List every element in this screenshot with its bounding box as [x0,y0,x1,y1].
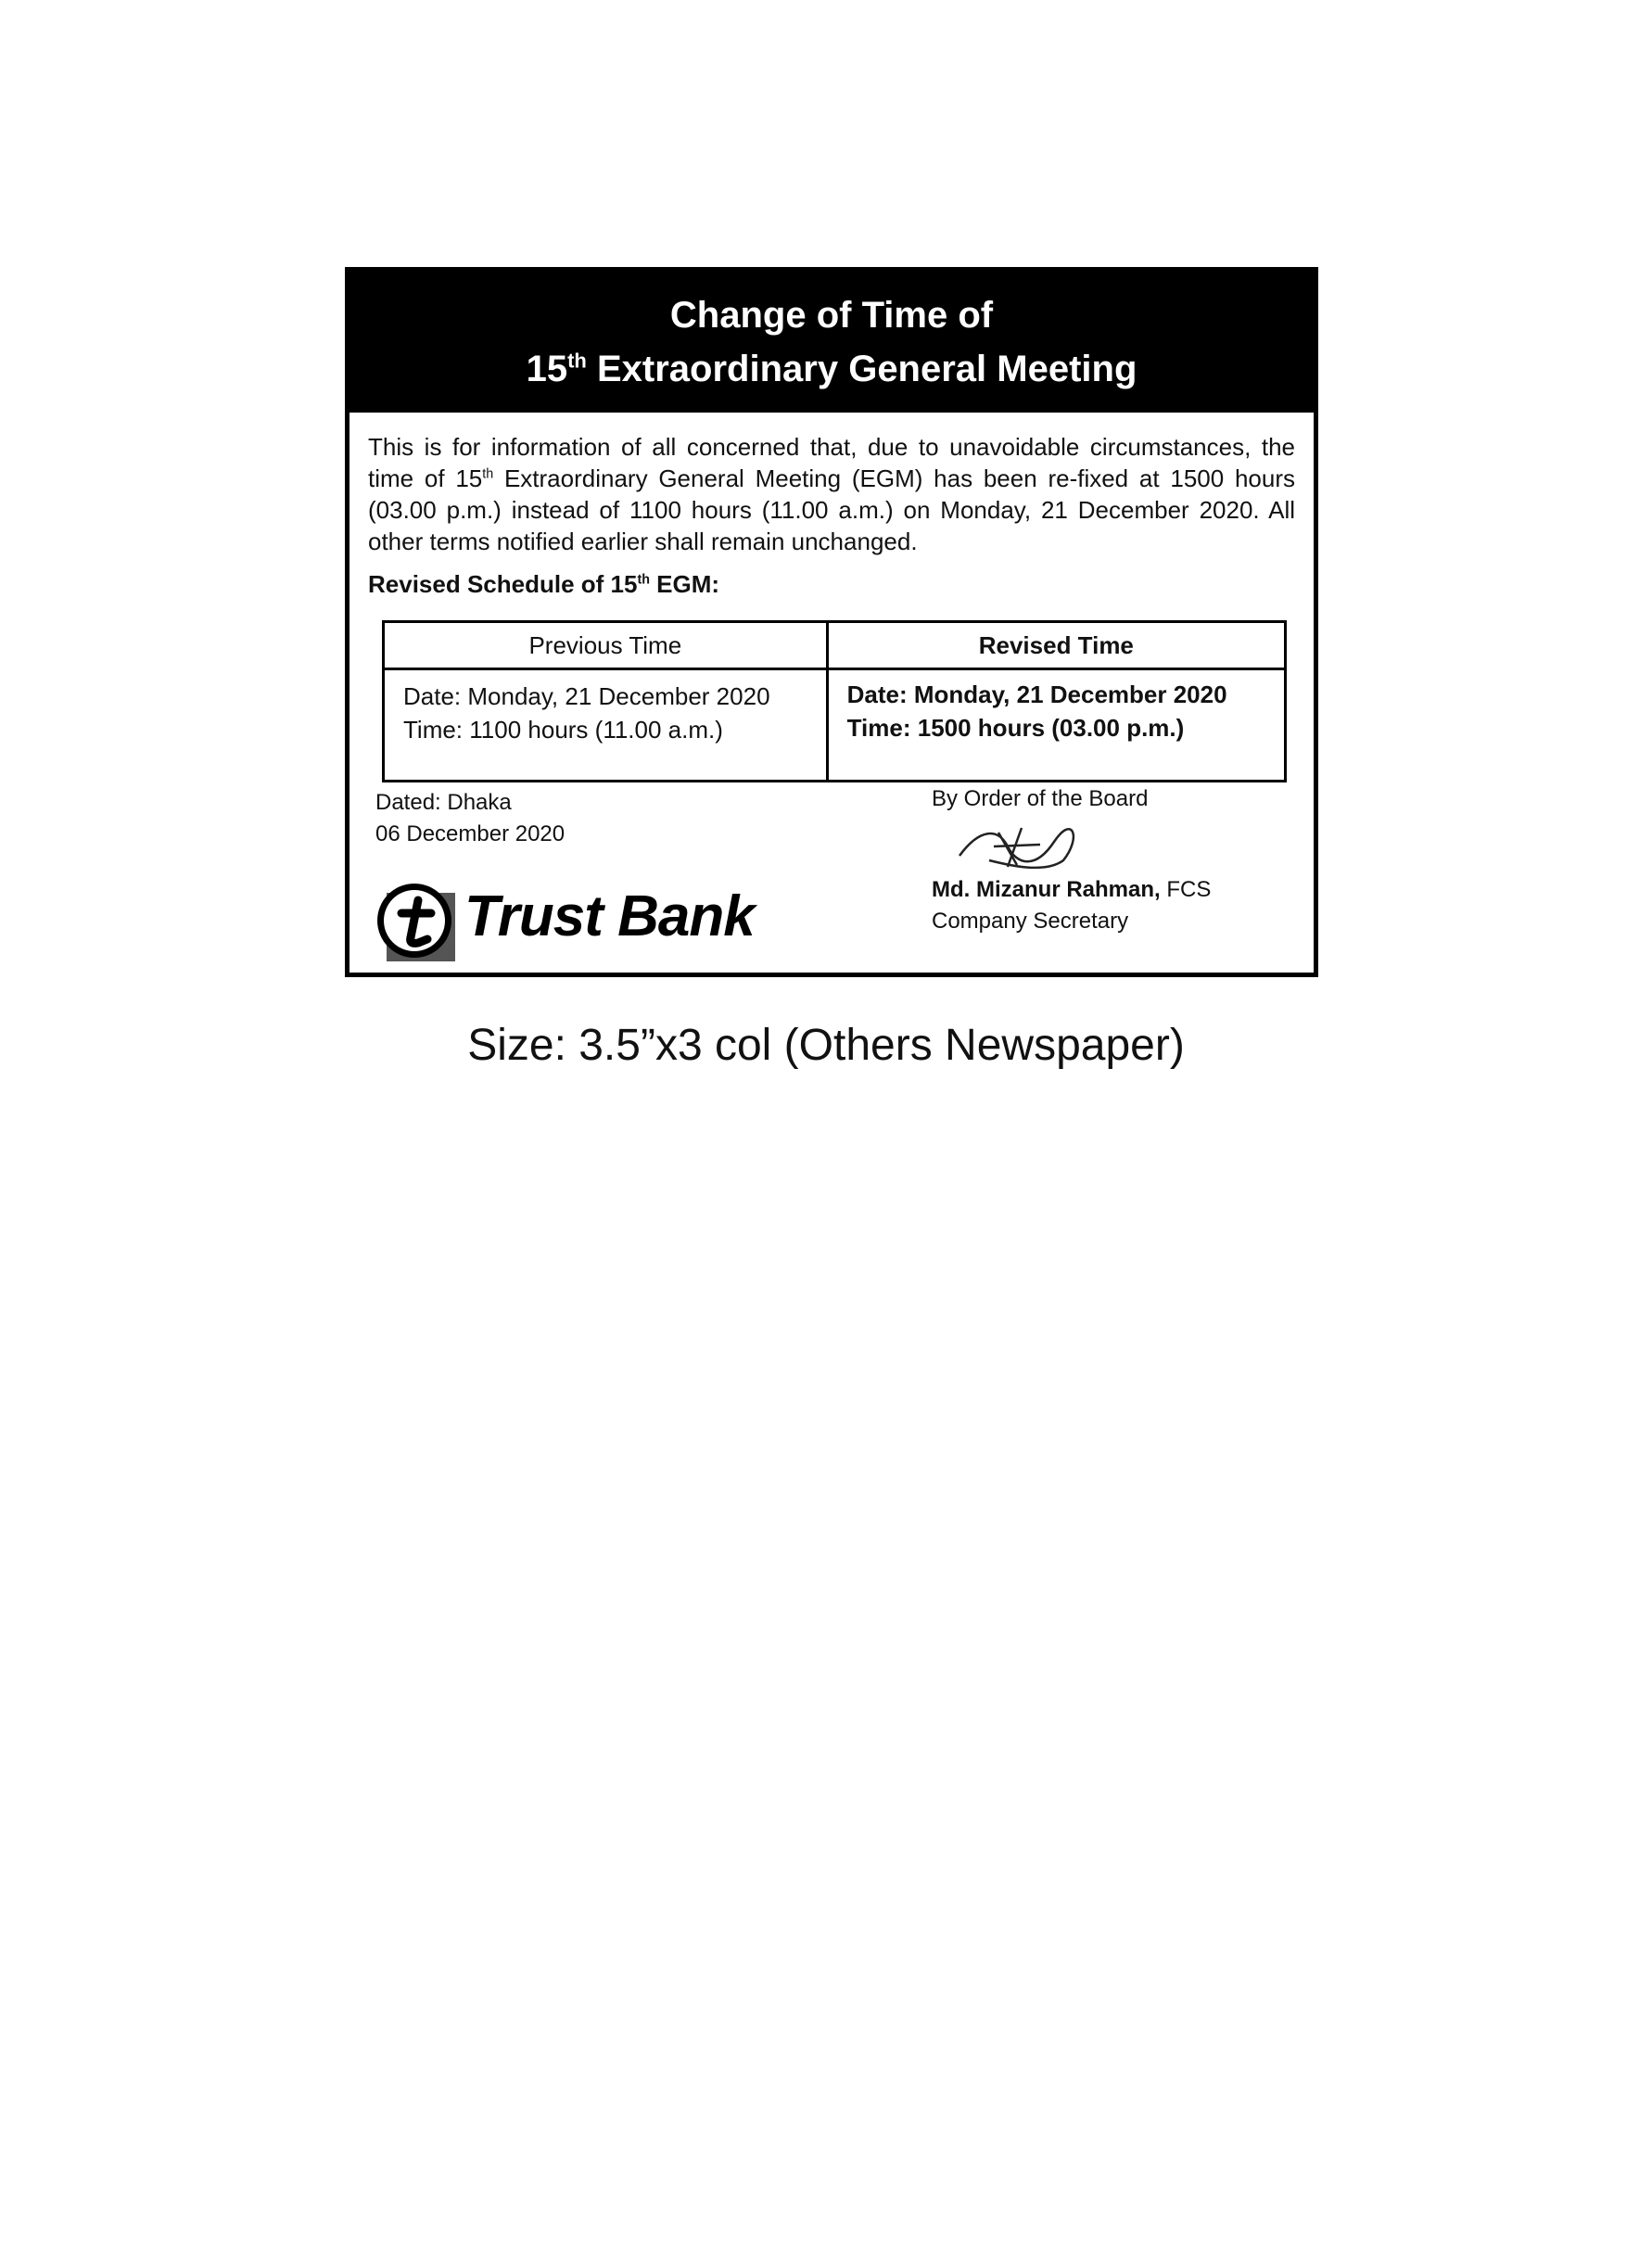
previous-date: Date: Monday, 21 December 2020 [403,682,770,710]
dated-date: 06 December 2020 [375,821,565,846]
notice-box [345,267,1318,977]
signatory-line [932,874,1211,906]
title-text: Extraordinary General Meeting [586,349,1137,389]
dated-block [375,787,565,850]
schedule-heading-text: Revised Schedule of 15 [368,570,638,598]
notice-body [368,431,1295,557]
title-number: 15 [526,349,568,389]
body-part1: This is for information of all concerned that, due to unavoidable circumstances, the time of 15 [368,433,1295,492]
notice-header [349,272,1314,413]
schedule-heading [368,570,719,599]
previous-time-header: Previous Time [384,622,828,669]
title-ordinal: th [567,349,587,373]
notice-title-line2 [349,342,1314,396]
order-text: By Order of the Board [932,786,1149,811]
schedule-heading-suffix: EGM: [649,570,720,598]
body-ordinal: th [482,466,494,482]
revised-date: Date: Monday, 21 December 2020 [846,680,1227,708]
size-note: Size: 3.5”x3 col (Others Newspaper) [467,1021,1185,1070]
notice-title-line1: Change of Time of [669,295,994,336]
revised-time-header: Revised Time [827,622,1285,669]
dated-place: Dated: Dhaka [375,790,512,815]
signatory-suffix: FCS [1160,877,1212,902]
schedule-heading-ordinal: th [637,572,650,588]
signature-image [952,819,1091,874]
table-row [384,669,1286,782]
revised-time-cell [827,669,1285,782]
trust-bank-emblem-icon [374,880,459,965]
schedule-table [382,620,1287,782]
signatory-title: Company Secretary [932,909,1129,934]
signatory-block [932,874,1211,937]
table-header-row [384,622,1286,669]
revised-time: Time: 1500 hours (03.00 p.m.) [846,714,1185,742]
previous-time: Time: 1100 hours (11.00 a.m.) [403,716,723,744]
signatory-name: Md. Mizanur Rahman, [932,877,1161,902]
logo-text: Trust Bank [464,884,755,948]
trust-bank-logo [374,874,856,963]
previous-time-cell [384,669,828,782]
body-part2: Extraordinary General Meeting (EGM) has been re-fixed at 1500 hours (03.00 p.m.) instead of 1100 hours (11.00 a.m.) on Monday, 21 December 2020. All other terms notified earlier shall remain unchanged. [368,464,1295,555]
